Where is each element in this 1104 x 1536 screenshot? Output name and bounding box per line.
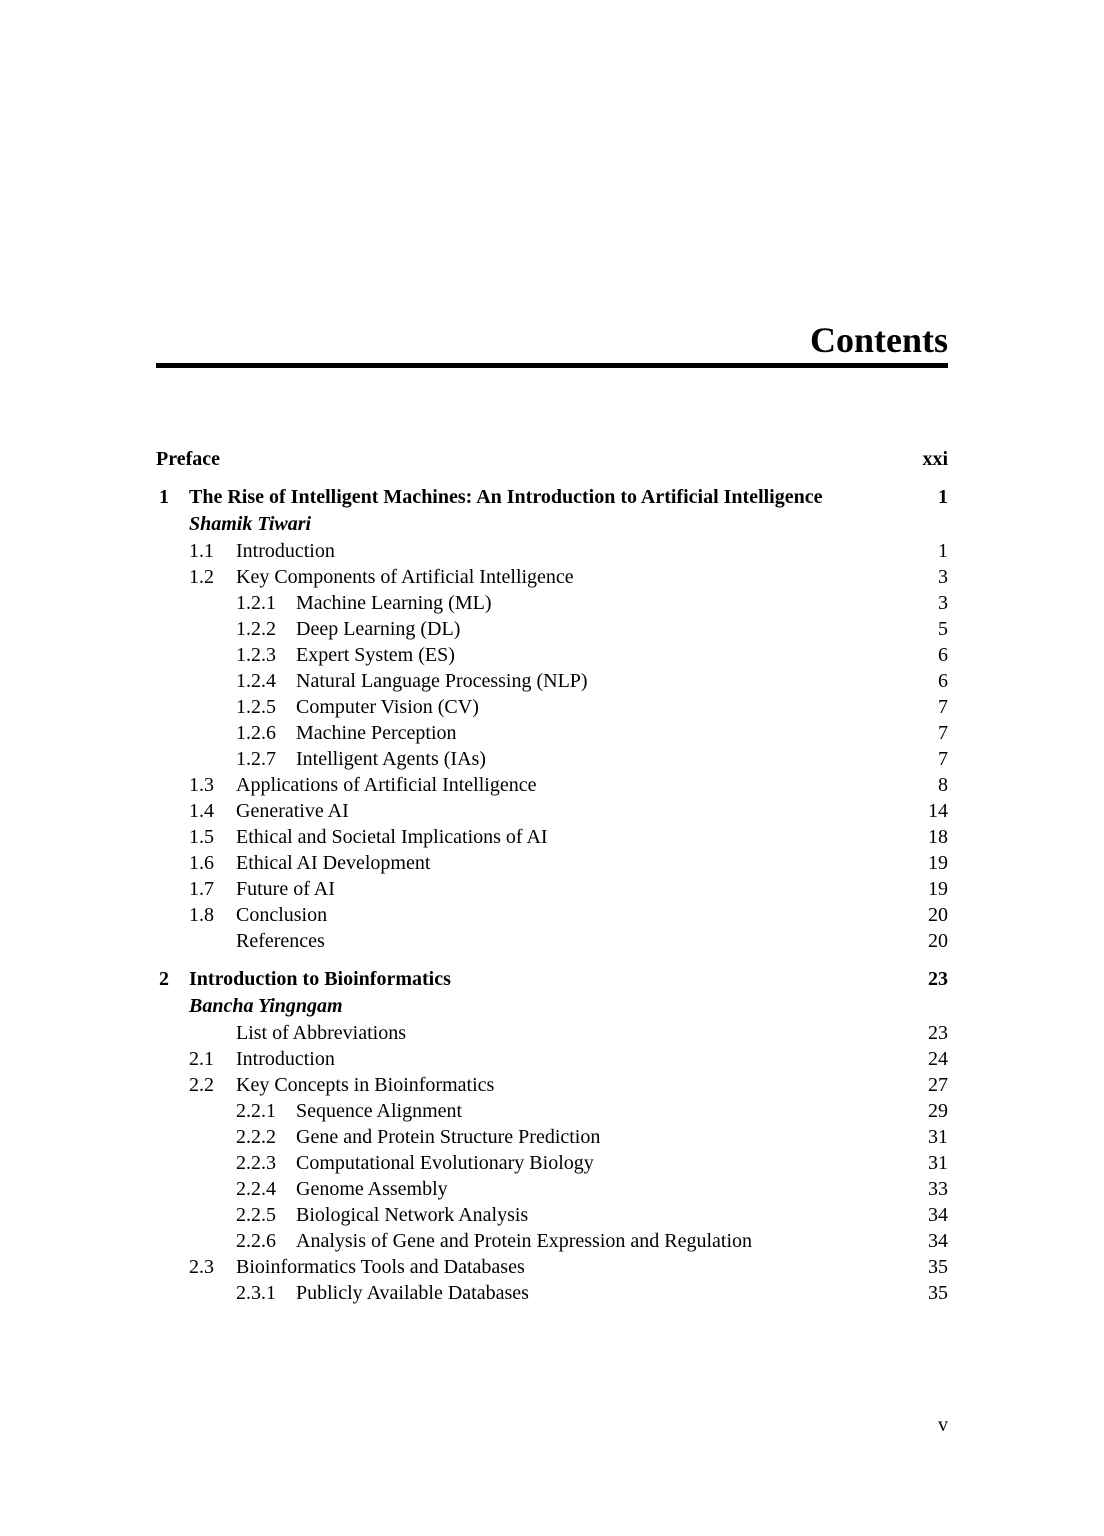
toc-entry-title: Preface	[156, 448, 221, 470]
toc-entry-page: 20	[928, 904, 948, 926]
toc-entry-title: Key Components of Artificial Intelligence	[236, 566, 574, 588]
toc-subsection[interactable]	[156, 1176, 948, 1202]
toc-entry-title: Applications of Artificial Intelligence	[236, 774, 537, 796]
toc-subsection[interactable]	[156, 1150, 948, 1176]
toc-section[interactable]	[156, 1046, 948, 1072]
toc-entry-page: 35	[928, 1256, 948, 1278]
toc-section[interactable]	[156, 928, 948, 954]
toc-preface[interactable]	[156, 446, 948, 472]
toc-entry-title: Generative AI	[236, 800, 349, 822]
toc-entry-title: Publicly Available Databases	[296, 1282, 529, 1304]
toc-section[interactable]	[156, 850, 948, 876]
toc-entry-title: Conclusion	[236, 904, 328, 926]
toc-section[interactable]	[156, 824, 948, 850]
toc-entry-title: Natural Language Processing (NLP)	[296, 670, 588, 692]
toc-section[interactable]	[156, 902, 948, 928]
toc-entry-title: Machine Perception	[296, 722, 457, 744]
toc-entry-page: 8	[938, 774, 948, 796]
toc-entry-number: 2.2.3	[236, 1152, 276, 1174]
toc-chapter-author	[156, 992, 948, 1020]
toc-entry-number: 2	[159, 968, 169, 990]
toc-subsection[interactable]	[156, 590, 948, 616]
toc-subsection[interactable]	[156, 1228, 948, 1254]
toc-entry-number: 1.2.3	[236, 644, 276, 666]
toc-entry-title: References	[236, 930, 325, 952]
toc-subsection[interactable]	[156, 668, 948, 694]
toc-entry-number: 1.2.4	[236, 670, 276, 692]
toc-entry-title: The Rise of Intelligent Machines: An Introduction to Artificial Intelligence	[189, 486, 823, 508]
toc-chapter-author	[156, 510, 948, 538]
toc-entry-title: Introduction	[236, 1048, 335, 1070]
toc-entry-title: List of Abbreviations	[236, 1022, 406, 1044]
toc-entry-number: 1.2	[189, 566, 214, 588]
toc-subsection[interactable]	[156, 720, 948, 746]
toc-entry-page: 3	[938, 566, 948, 588]
toc-section[interactable]	[156, 772, 948, 798]
toc-entry-page: 24	[928, 1048, 948, 1070]
toc-entry-title: Machine Learning (ML)	[296, 592, 492, 614]
toc-entry-page: 31	[928, 1126, 948, 1148]
toc-entry-number: 2.2	[189, 1074, 214, 1096]
toc-entry-page: 29	[928, 1100, 948, 1122]
toc-subsection[interactable]	[156, 1280, 948, 1306]
toc-entry-page: 3	[938, 592, 948, 614]
toc-entry-page: 1	[938, 540, 948, 562]
toc-entry-number: 2.2.2	[236, 1126, 276, 1148]
toc-section[interactable]	[156, 1020, 948, 1046]
toc-entry-title: Genome Assembly	[296, 1178, 448, 1200]
toc-entry-page: 7	[938, 722, 948, 744]
toc-entry-number: 2.2.1	[236, 1100, 276, 1122]
table-of-contents	[156, 446, 948, 1306]
toc-entry-number: 1.2.5	[236, 696, 276, 718]
toc-entry-number: 2.2.5	[236, 1204, 276, 1226]
toc-entry-number: 1.5	[189, 826, 214, 848]
toc-entry-page: 14	[928, 800, 948, 822]
toc-entry-page: 7	[938, 748, 948, 770]
toc-subsection[interactable]	[156, 616, 948, 642]
toc-entry-number: 2.1	[189, 1048, 214, 1070]
toc-chapters	[156, 484, 948, 1306]
toc-entry-page: 27	[928, 1074, 948, 1096]
toc-section[interactable]	[156, 564, 948, 590]
toc-entry-page: 5	[938, 618, 948, 640]
toc-subsection[interactable]	[156, 642, 948, 668]
toc-entry-number: 1.3	[189, 774, 214, 796]
toc-entry-page: 19	[928, 878, 948, 900]
toc-entry-page: 34	[928, 1230, 948, 1252]
author-name: Bancha Yingngam	[189, 995, 343, 1017]
toc-entry-number: 1.6	[189, 852, 214, 874]
toc-entry-number: 2.3	[189, 1256, 214, 1278]
toc-entry-page: 1	[938, 486, 948, 508]
toc-entry-number: 1.2.1	[236, 592, 276, 614]
toc-entry-number: 1	[159, 486, 169, 508]
toc-chapter[interactable]	[156, 966, 948, 992]
toc-entry-number: 1.4	[189, 800, 214, 822]
toc-entry-page: 19	[928, 852, 948, 874]
toc-entry-number: 2.3.1	[236, 1282, 276, 1304]
toc-entry-title: Computational Evolutionary Biology	[296, 1152, 594, 1174]
toc-entry-title: Analysis of Gene and Protein Expression and Regulation	[296, 1230, 753, 1252]
toc-entry-page: 6	[938, 670, 948, 692]
toc-entry-page: 20	[928, 930, 948, 952]
toc-entry-title: Ethical AI Development	[236, 852, 431, 874]
toc-entry-page: 23	[928, 968, 948, 990]
toc-entry-page: 23	[928, 1022, 948, 1044]
toc-section[interactable]	[156, 1254, 948, 1280]
toc-entry-title: Deep Learning (DL)	[296, 618, 461, 640]
toc-entry-title: Computer Vision (CV)	[296, 696, 479, 718]
toc-subsection[interactable]	[156, 694, 948, 720]
toc-section[interactable]	[156, 876, 948, 902]
toc-entry-title: Biological Network Analysis	[296, 1204, 529, 1226]
toc-entry-page: xxi	[922, 448, 948, 470]
toc-entry-page: 35	[928, 1282, 948, 1304]
page-title: Contents	[809, 320, 948, 360]
toc-section[interactable]	[156, 538, 948, 564]
toc-entry-number: 1.2.7	[236, 748, 276, 770]
toc-section[interactable]	[156, 798, 948, 824]
toc-entry-page: 33	[928, 1178, 948, 1200]
toc-entry-title: Introduction to Bioinformatics	[189, 968, 451, 990]
toc-entry-number: 1.2.2	[236, 618, 276, 640]
author-name: Shamik Tiwari	[189, 513, 312, 535]
toc-entry-title: Ethical and Societal Implications of AI	[236, 826, 548, 848]
toc-entry-number: 1.1	[189, 540, 214, 562]
toc-entry-number: 1.7	[189, 878, 214, 900]
toc-entry-title: Expert System (ES)	[296, 644, 455, 666]
toc-entry-number: 1.2.6	[236, 722, 276, 744]
toc-entry-title: Key Concepts in Bioinformatics	[236, 1074, 495, 1096]
toc-subsection[interactable]	[156, 1124, 948, 1150]
toc-entry-page: 34	[928, 1204, 948, 1226]
toc-entry-title: Introduction	[236, 540, 335, 562]
toc-entry-title: Bioinformatics Tools and Databases	[236, 1256, 525, 1278]
toc-entry-number: 2.2.4	[236, 1178, 276, 1200]
toc-entry-title: Intelligent Agents (IAs)	[296, 748, 486, 770]
toc-entry-page: 6	[938, 644, 948, 666]
title-rule	[156, 363, 948, 368]
toc-section[interactable]	[156, 1072, 948, 1098]
toc-entry-page: 7	[938, 696, 948, 718]
toc-chapter[interactable]	[156, 484, 948, 510]
toc-subsection[interactable]	[156, 1202, 948, 1228]
toc-entry-title: Future of AI	[236, 878, 335, 900]
toc-entry-page: 31	[928, 1152, 948, 1174]
toc-entry-number: 2.2.6	[236, 1230, 276, 1252]
toc-subsection[interactable]	[156, 746, 948, 772]
toc-entry-page: 18	[928, 826, 948, 848]
toc-entry-number: 1.8	[189, 904, 214, 926]
folio: v	[938, 1414, 948, 1436]
toc-entry-title: Gene and Protein Structure Prediction	[296, 1126, 601, 1148]
toc-entry-title: Sequence Alignment	[296, 1100, 463, 1122]
toc-subsection[interactable]	[156, 1098, 948, 1124]
